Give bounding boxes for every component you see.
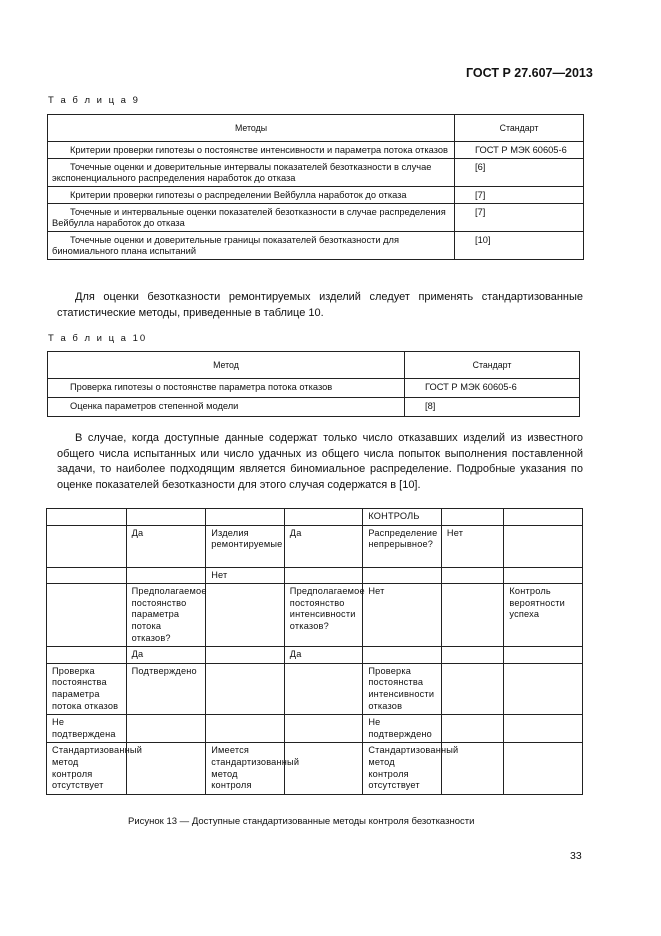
figure-cell — [47, 584, 127, 647]
table10-standard: [8] — [405, 398, 580, 417]
figure-cell-no-method: Стандартизованный метод контроля отсутствует — [363, 743, 442, 795]
figure-row — [47, 663, 583, 714]
table-row — [48, 204, 584, 232]
figure-cell — [504, 525, 583, 567]
table9-standard: [7] — [455, 204, 584, 232]
figure-row — [47, 509, 583, 526]
figure-cell — [47, 509, 127, 526]
figure-cell-check-intensity: Проверка постоянства интенсивности отказов — [363, 663, 442, 714]
table-row — [48, 159, 584, 187]
figure-cell — [284, 715, 363, 743]
figure-cell — [284, 509, 363, 526]
table9-method: Точечные оценки и доверительные границы показателей безотказности для биномиального плана испытаний — [48, 232, 455, 260]
figure-cell — [363, 647, 442, 664]
figure-cell — [441, 584, 503, 647]
paragraph-repairable-text: Для оценки безотказности ремонтируемых изделий следует применять стандартизованные статистические методы, приведенные в таблице 10. — [57, 291, 583, 319]
figure-row — [47, 743, 583, 795]
figure-cell — [504, 743, 583, 795]
figure-cell — [206, 715, 285, 743]
figure-cell — [504, 567, 583, 584]
table10-header-method: Метод — [48, 352, 405, 379]
figure-cell — [441, 509, 503, 526]
figure-caption: Рисунок 13 — Доступные стандартизованные методы контроля безотказности — [128, 816, 475, 827]
figure-cell — [284, 743, 363, 795]
figure-cell — [206, 663, 285, 714]
figure-cell — [363, 567, 442, 584]
table10-method: Оценка параметров степенной модели — [48, 398, 405, 417]
table9-standard: ГОСТ Р МЭК 60605-6 — [455, 142, 584, 159]
figure-cell — [126, 715, 206, 743]
figure-cell — [504, 663, 583, 714]
figure-row — [47, 715, 583, 743]
table9-standard: [7] — [455, 187, 584, 204]
table9-header-standard: Стандарт — [455, 115, 584, 142]
paragraph-binomial-text: В случае, когда доступные данные содержат только число отказавших изделий из известного общего числа испытанных или число удачных из общего числа попыток выполнения поставленной задачи, то наиболее подходящим является биномиальное распределение. Подробные указания по оценке показателей безотказности для этого случая содержатся в [10]. — [57, 432, 583, 491]
figure-cell-flow-constant: Предполагаемое постоянство параметра потока отказов? — [126, 584, 206, 647]
standard-code: ГОСТ Р 27.607—2013 — [466, 66, 593, 80]
table10-caption: Т а б л и ц а 10 — [48, 333, 148, 344]
figure-cell — [504, 647, 583, 664]
table-row — [48, 232, 584, 260]
figure-cell — [284, 663, 363, 714]
table9-standard: [10] — [455, 232, 584, 260]
figure-cell — [126, 509, 206, 526]
figure-cell — [504, 715, 583, 743]
figure-row — [47, 647, 583, 664]
figure-cell-no: Нет — [206, 567, 285, 584]
figure-cell-no: Нет — [363, 584, 442, 647]
figure-cell — [47, 567, 127, 584]
table-row — [48, 187, 584, 204]
figure-cell — [441, 647, 503, 664]
table-row — [48, 398, 580, 417]
page-number: 33 — [570, 850, 582, 862]
table-row — [48, 142, 584, 159]
table-row — [48, 379, 580, 398]
paragraph-repairable — [57, 290, 583, 321]
figure-cell — [441, 715, 503, 743]
figure-row — [47, 584, 583, 647]
figure-row — [47, 525, 583, 567]
table9-method: Точечные и интервальные оценки показателей безотказности в случае распределения Вейбулла наработок до отказа — [48, 204, 455, 232]
figure-cell-control: КОНТРОЛЬ — [363, 509, 442, 526]
paragraph-binomial — [57, 431, 583, 493]
table-9 — [47, 114, 584, 260]
figure-cell-has-method: Имеется стандартизованный метод контроля — [206, 743, 285, 795]
table9-method: Точечные оценки и доверительные интервалы показателей безотказности в случае экспоненциального распределения наработок до отказа — [48, 159, 455, 187]
figure-cell — [47, 647, 127, 664]
figure-cell — [504, 509, 583, 526]
figure-cell-continuous: Распределение непрерывное? — [363, 525, 442, 567]
table10-method: Проверка гипотезы о постоянстве параметра потока отказов — [48, 379, 405, 398]
figure-cell — [206, 509, 285, 526]
table9-standard: [6] — [455, 159, 584, 187]
figure-cell — [206, 584, 285, 647]
figure-cell — [441, 567, 503, 584]
figure-cell-no: Нет — [441, 525, 503, 567]
figure-cell-yes: Да — [284, 647, 363, 664]
figure-cell — [441, 663, 503, 714]
table10-header-standard: Стандарт — [405, 352, 580, 379]
figure-cell-intensity-constant: Предполагаемое постоянство интенсивности отказов? — [284, 584, 363, 647]
figure-cell-yes: Да — [284, 525, 363, 567]
table9-header-methods: Методы — [48, 115, 455, 142]
figure-cell-repairable: Изделия ремонтируемые — [206, 525, 285, 567]
figure-cell — [47, 525, 127, 567]
figure-cell — [206, 647, 285, 664]
table-10 — [47, 351, 580, 417]
figure-cell — [284, 567, 363, 584]
figure-cell-not-confirmed: Не подтверждено — [363, 715, 442, 743]
figure-cell-success-control: Контроль вероятности успеха — [504, 584, 583, 647]
table9-method: Критерии проверки гипотезы о постоянстве интенсивности и параметра потока отказов — [48, 142, 455, 159]
figure-cell-check-flow: Проверка постоянства параметра потока отказов — [47, 663, 127, 714]
figure-row — [47, 567, 583, 584]
table10-standard: ГОСТ Р МЭК 60605-6 — [405, 379, 580, 398]
figure-cell-not-confirmed: Не подтверждена — [47, 715, 127, 743]
figure-13-grid — [46, 508, 583, 795]
table9-caption: Т а б л и ц а 9 — [48, 95, 140, 106]
figure-cell-yes: Да — [126, 647, 206, 664]
table9-method: Критерии проверки гипотезы о распределении Вейбулла наработок до отказа — [48, 187, 455, 204]
figure-cell-confirmed: Подтверждено — [126, 663, 206, 714]
figure-cell-yes: Да — [126, 525, 206, 567]
figure-cell — [126, 567, 206, 584]
figure-cell-no-method: Стандартизованный метод контроля отсутствует — [47, 743, 127, 795]
